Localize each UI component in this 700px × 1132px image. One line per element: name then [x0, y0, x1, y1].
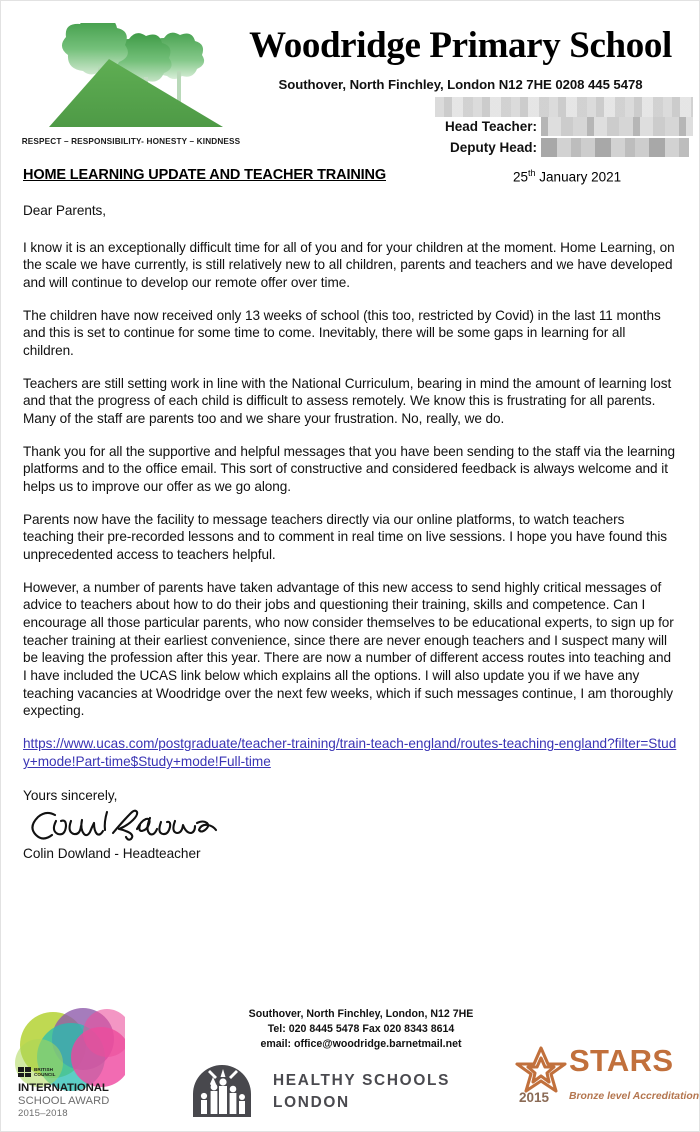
ucas-link[interactable]: https://www.ucas.com/postgraduate/teacher-training/train-teach-england/routes-teaching-england?filter=Study+mode!Part-time$Study+mode!Full-time	[23, 736, 677, 770]
british-council-mark	[18, 1067, 56, 1078]
letter-body	[23, 189, 677, 861]
healthy-schools-line1: HEALTHY SCHOOLS	[273, 1072, 451, 1089]
signoff: Yours sincerely,	[23, 788, 118, 803]
date-rest: January 2021	[535, 169, 622, 185]
british-council-line2: COUNCIL	[34, 1072, 56, 1078]
british-council-line1: BRITISH	[34, 1067, 54, 1072]
international-school-award-badge	[9, 1005, 125, 1127]
letterhead	[1, 1, 699, 155]
paragraph: The children have now received only 13 weeks of school (this too, restricted by Covid) in the last 11 months and this is set to continue for some time to come. Inevitably, there will be some gaps in learning for all children.	[23, 307, 661, 359]
footer-address: Southover, North Finchley, London, N12 7HE	[248, 1008, 474, 1020]
isa-line-years: 2015–2018	[18, 1108, 68, 1119]
stars-wordmark: STARS	[569, 1043, 674, 1078]
deputy-head-redacted-value	[541, 138, 689, 157]
healthy-schools-line2: LONDON	[273, 1093, 350, 1111]
document-date	[513, 168, 621, 185]
footer-contact	[151, 1007, 571, 1052]
stars-accreditation-logo	[511, 1043, 700, 1113]
stars-year: 2015	[519, 1090, 550, 1105]
paragraph: However, a number of parents have taken advantage of this new access to send highly critical messages of advice to teachers about how to do their jobs and questioning their training, skills and competence. Can I encourage all those particular parents, who now consider themselves to be educational experts, to sign up for teacher training at their earliest convenience, since there are never enough teachers and I suspect many will be leaving the profession after this year. There are now a number of different access routes into teaching and I have included the UCAS link below which explains all the options. I will also update you if we have any teaching vacancies at Woodridge over the next few weeks, which if such messages continue, I am thoroughly expecting.	[23, 579, 674, 719]
tree-hill-logo-icon	[47, 23, 227, 129]
ucas-link-paragraph	[23, 735, 677, 771]
redacted-bar-top	[435, 97, 693, 117]
british-council-squares-icon	[18, 1067, 31, 1077]
head-teacher-label: Head Teacher:	[444, 119, 537, 134]
isa-line-international: INTERNATIONAL	[18, 1082, 109, 1094]
date-ordinal: th	[528, 168, 536, 178]
footer-email: email: office@woodridge.barnetmail.net	[260, 1038, 462, 1051]
stars-subtitle: Bronze level Accreditation	[569, 1091, 700, 1102]
healthy-schools-text	[273, 1070, 450, 1114]
title-row	[23, 167, 677, 189]
salutation: Dear Parents,	[23, 203, 106, 218]
school-motto: RESPECT – RESPONSIBILITY- HONESTY – KINDNESS	[21, 137, 241, 146]
head-teacher-redacted-value	[541, 117, 693, 136]
date-day: 25	[513, 169, 529, 185]
signature-name: Colin Dowland - Headteacher	[23, 846, 201, 861]
footer	[1, 1003, 699, 1131]
deputy-head-label: Deputy Head:	[449, 140, 537, 155]
british-council-text	[34, 1067, 56, 1078]
isa-line-school-award: SCHOOL AWARD	[18, 1095, 110, 1107]
paragraph: I know it is an exceptionally difficult time for all of you and for your children at the moment. Home Learning, on the scale we have currently, is still relatively new to all children, parents and teachers and we have developed and will continue to develop our remote offer over time.	[23, 239, 675, 291]
stars-star-icon	[515, 1045, 567, 1095]
healthy-schools-dome-icon	[191, 1063, 253, 1119]
footer-phone: Tel: 020 8445 5478 Fax 020 8343 8614	[267, 1023, 455, 1036]
deputy-head-row	[425, 138, 693, 159]
head-teacher-row	[425, 117, 693, 138]
paragraph: Teachers are still setting work in line with the National Curriculum, bearing in mind the amount of learning lost and that the progress of each child is difficult to assess remotely. We know this is frustrating for all parents. Many of the staff are parents too and we share your frustration. No, really, we do.	[23, 375, 672, 427]
staff-names-block	[425, 97, 693, 159]
handwritten-signature	[25, 807, 235, 841]
paragraph: Parents now have the facility to message teachers directly via our online platforms, to watch teachers teaching their pre-recorded lessons and to comment in real time on live sessions. I hope you have found this unprecedented access to teachers helpful.	[23, 511, 668, 563]
school-logo	[15, 23, 247, 153]
document-title: HOME LEARNING UPDATE AND TEACHER TRAINING	[23, 167, 386, 183]
healthy-schools-london-logo	[191, 1061, 491, 1123]
paragraph: Thank you for all the supportive and helpful messages that you have been sending to the staff via the learning platforms and to the office email. This sort of constructive and considered feedback is always welcome and it helps us to improve our offer as we go along.	[23, 443, 675, 495]
school-name: Woodridge Primary School	[249, 25, 672, 66]
school-address-line: Southover, North Finchley, London N12 7HE 0208 445 5478	[278, 77, 643, 92]
